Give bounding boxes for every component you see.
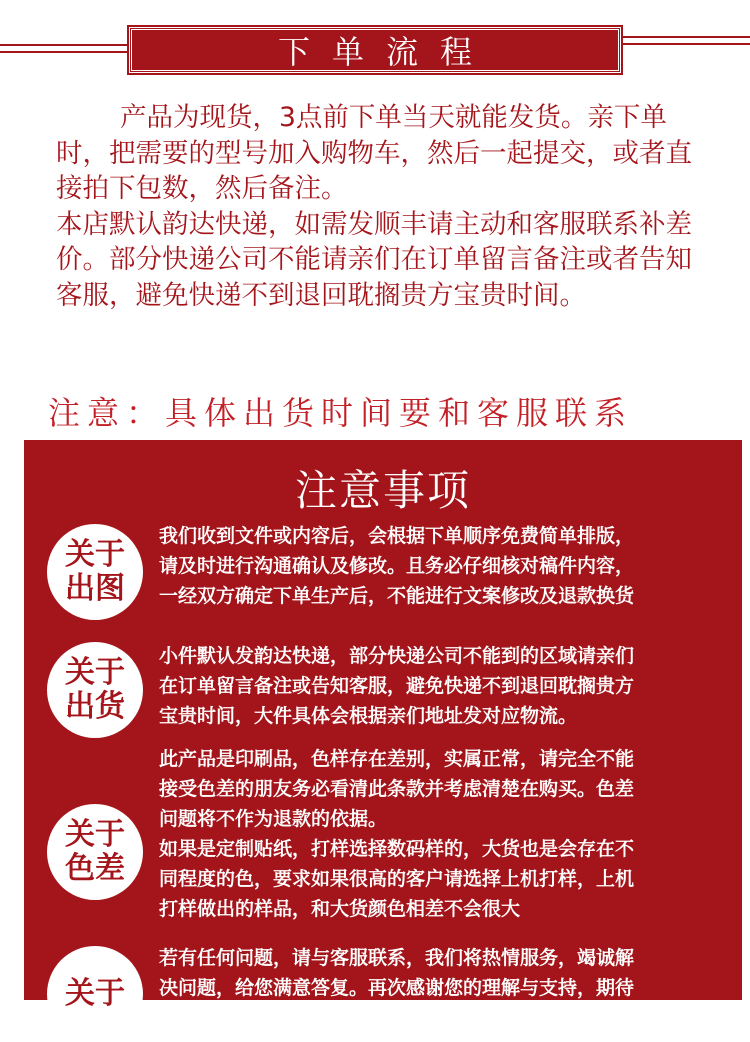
section-text-color-difference: 此产品是印刷品，色样存在差别，实属正常，请完全不能 接受色差的朋友务必看清此条款并考虑清楚在购买。色差 问题将不作为退款的依据。 如果是定制贴纸，打样选择数码样的，大货也是会存在不 同程度的色，要求如果很高的客户请选择上机打样，上机 打样做出的样品，和大货颜色相差不会很大 [159,748,635,920]
section-title-box [129,27,621,73]
badge-line: 关于 [65,817,125,852]
panel-title: 注意事项 [294,466,471,515]
section-text-other: 若有任何问题，请与客服联系，我们将热情服务，竭诚解 决问题，给您满意答复。再次感谢您的理解与支持，期待 [159,947,635,999]
intro-paragraph-2: 本店默认韵达快递，如需发顺丰请主动和客服联系补差价。部分快递公司不能请亲们在订单留言备注或者告知客服，避免快递不到退回耽搁贵方宝贵时间。 [56,208,692,311]
badge-line: 关于 [65,655,125,690]
section-text-shipping: 小件默认发韵达快递，部分快递公司不能到的区域请亲们 在订单留言备注或告知客服，避免快递不到退回耽搁贵方 宝贵时间，大件具体会根据亲们地址发对应物流。 [159,645,635,727]
intro-paragraph-1: 产品为现货，3点前下单当天就能发货。亲下单时，把需要的型号加入购物车，然后一起提交，或者直接拍下包数，然后备注。 [56,102,692,204]
section-text-output-image: 我们收到文件或内容后，会根据下单顺序免费简单排版， 请及时进行沟通确认及修改。且务必仔细核对稿件内容， 一经双方确定下单生产后，不能进行文案修改及退款换货 [159,525,635,607]
badge-shipping [47,642,143,738]
badge-color-difference [47,804,143,900]
page-title: 下单流程 [277,33,494,71]
badge-output-image [47,524,143,620]
badge-line: 出图 [65,571,125,606]
badge-line: 出货 [65,689,125,724]
header-decor-right [620,36,750,48]
badge-line: 关于 [65,976,125,1011]
notes-panel [24,440,742,1011]
badge-other [47,946,143,1042]
notice-heading: 注意：具体出货时间要和客服联系 [48,394,634,432]
badge-line: 关于 [65,537,125,572]
header-decor-left [0,44,128,56]
badge-line: 色差 [65,851,125,886]
intro-text [56,100,706,313]
